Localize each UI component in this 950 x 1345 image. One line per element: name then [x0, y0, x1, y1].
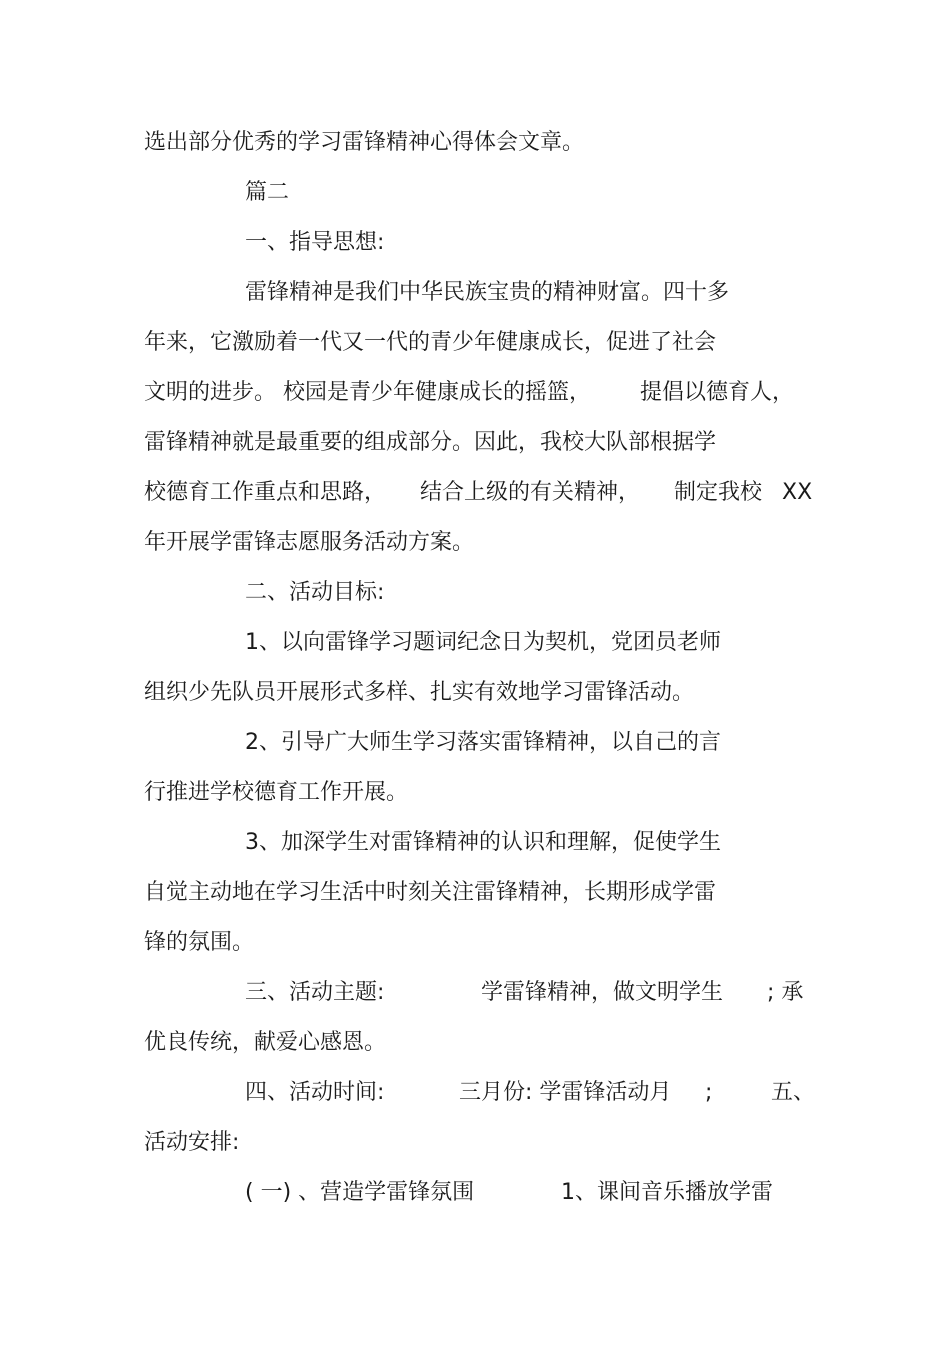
- section-heading: 篇二: [245, 180, 290, 205]
- list-item: 1、以向雷锋学习题词纪念日为契机，党团员老师: [245, 630, 721, 655]
- section-heading: 四、活动时间:: [245, 1080, 385, 1105]
- text-line: 锋的氛围。: [144, 930, 255, 955]
- subsection-heading: ( 一) 、营造学雷锋氛围: [245, 1180, 475, 1205]
- list-item: 2、引导广大师生学习落实雷锋精神，以自己的言: [245, 730, 721, 755]
- text-segment: 提倡以德育人，: [640, 380, 795, 405]
- section-heading: 二、活动目标:: [245, 580, 385, 605]
- list-item: 1、课间音乐播放学雷: [561, 1180, 773, 1205]
- text-line: 选出部分优秀的学习雷锋精神心得体会文章。: [144, 130, 585, 155]
- text-segment: 三月份: 学雷锋活动月: [459, 1080, 672, 1105]
- text-line: 优良传统，献爱心感恩。: [144, 1030, 387, 1055]
- text-segment: XX: [782, 480, 813, 505]
- text-line: 雷锋精神是我们中华民族宝贵的精神财富。四十多: [245, 280, 730, 305]
- text-segment: ; 承: [767, 980, 804, 1005]
- text-line: 行推进学校德育工作开展。: [144, 780, 409, 805]
- text-segment: ;: [705, 1080, 713, 1105]
- text-segment: 制定我校: [674, 480, 763, 505]
- text-line: 活动安排:: [144, 1130, 240, 1155]
- text-line: 自觉主动地在学习生活中时刻关注雷锋精神，长期形成学雷: [144, 880, 717, 905]
- text-segment: 校德育工作重点和思路，: [144, 480, 387, 505]
- section-heading: 三、活动主题:: [245, 980, 385, 1005]
- text-segment: 学雷锋精神，做文明学生: [481, 980, 724, 1005]
- text-line: 组织少先队员开展形式多样、扎实有效地学习雷锋活动。: [144, 680, 695, 705]
- text-segment: 文明的进步。 校园是青少年健康成长的摇篮，: [144, 380, 591, 405]
- text-line: 年来，它激励着一代又一代的青少年健康成长，促进了社会: [144, 330, 717, 355]
- list-item: 3、加深学生对雷锋精神的认识和理解，促使学生: [245, 830, 721, 855]
- section-heading: 一、指导思想:: [245, 230, 385, 255]
- section-heading: 五、: [771, 1080, 816, 1105]
- text-line: 雷锋精神就是最重要的组成部分。因此，我校大队部根据学: [144, 430, 717, 455]
- text-segment: 结合上级的有关精神，: [420, 480, 641, 505]
- text-line: 年开展学雷锋志愿服务活动方案。: [144, 530, 475, 555]
